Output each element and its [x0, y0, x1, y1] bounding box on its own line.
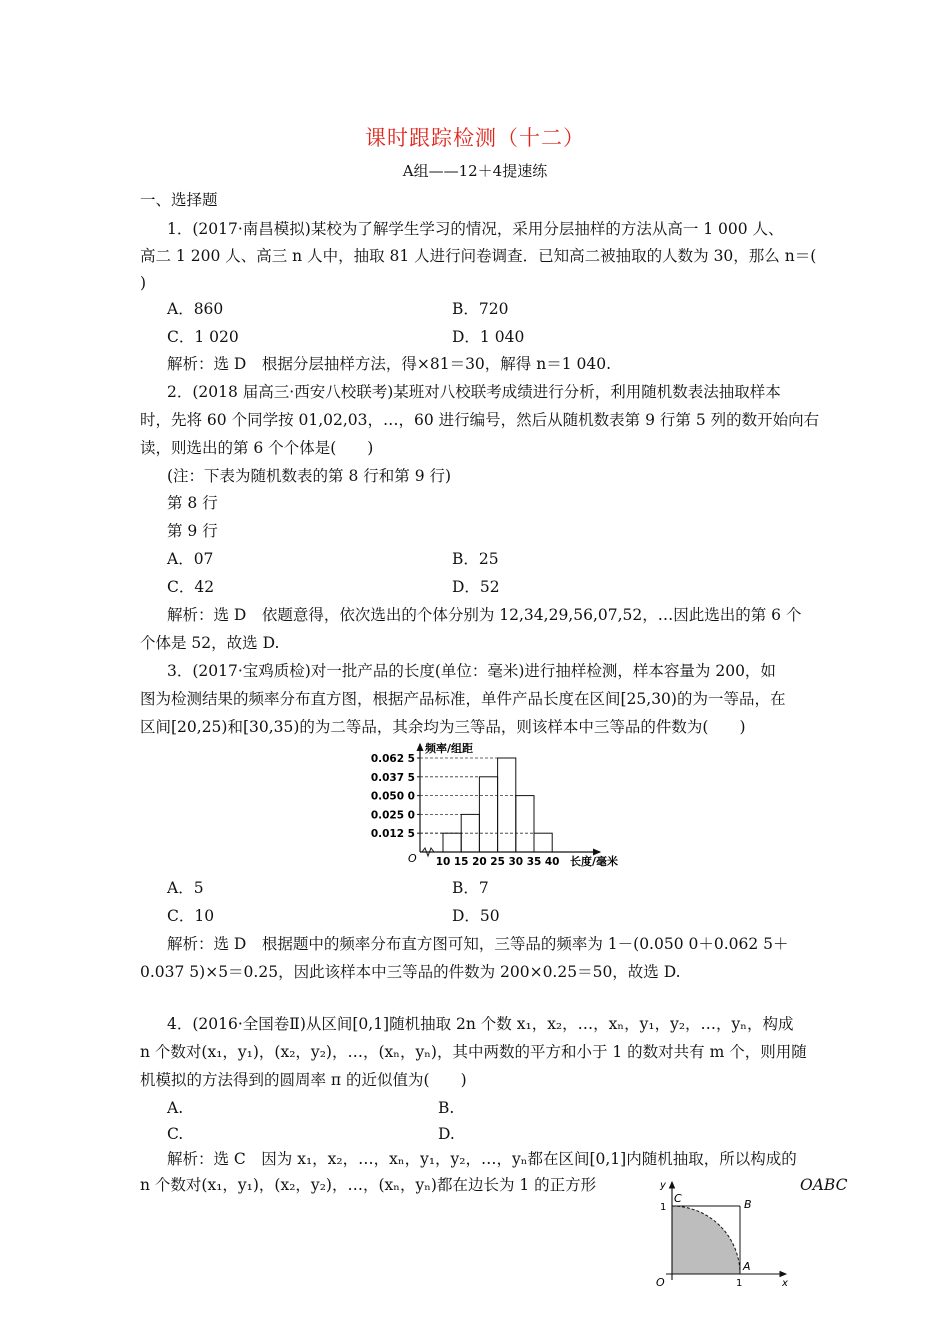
- q2-option-c: C．42: [167, 578, 215, 596]
- histogram-bar: [479, 777, 497, 852]
- q4-option-a: A.: [167, 1099, 184, 1117]
- q3-option-d: D．50: [452, 907, 500, 925]
- histogram-bar: [443, 833, 461, 852]
- q2-note: (注：下表为随机数表的第 8 行和第 9 行): [167, 467, 452, 485]
- x-tick-label: 15: [453, 856, 469, 868]
- q2-option-a: A．07: [167, 550, 214, 568]
- q1-line3: ): [140, 274, 147, 292]
- y-axis-label: 频率/组距: [425, 742, 474, 755]
- fig-label-o: O: [656, 1276, 665, 1289]
- q1-option-d: D．1 040: [452, 328, 525, 346]
- q4-option-c: C.: [167, 1125, 184, 1143]
- fig-label-one-y: 1: [660, 1202, 667, 1213]
- q1-line1: 1．(2017·南昌模拟)某校为了解学生学习的情况，采用分层抽样的方法从高一 1 000 人、: [167, 220, 784, 238]
- x-tick-label: 30: [508, 856, 524, 868]
- q3-line2: 图为检测结果的频率分布直方图，根据产品标准，单件产品长度在区间[25,30)的为一等品，在: [140, 690, 786, 708]
- fig-label-x: x: [782, 1278, 788, 1289]
- x-tick-label: 35: [526, 856, 542, 868]
- x-tick-label: 40: [544, 856, 560, 868]
- y-tick-label: 0.012 5: [370, 828, 415, 841]
- q3-option-b: B．7: [452, 879, 489, 897]
- x-axis-label: 长度/毫米: [570, 855, 619, 868]
- quarter-circle-figure: [640, 1178, 800, 1290]
- q1-line2: 高二 1 200 人、高三 n 人中，抽取 81 人进行问卷调查．已知高二被抽取的人数为 30，那么 n＝(: [140, 247, 817, 265]
- y-tick-label: 0.025 0: [370, 809, 415, 822]
- q2-option-d: D．52: [452, 578, 500, 596]
- q3-line3: 区间[20,25)和[30,35)的为二等品，其余均为三等品，则该样本中三等品的件数为( ): [140, 718, 746, 736]
- fig-label-one-x: 1: [736, 1278, 743, 1289]
- q2-row8: 第 8 行: [167, 494, 218, 512]
- histogram-bar: [534, 833, 552, 852]
- q4-answer-line1: 解析：选 C 因为 x₁，x₂，…，xₙ，y₁，y₂，…，yₙ都在区间[0,1]内随机抽取，所以构成的: [167, 1150, 797, 1168]
- q3-option-c: C．10: [167, 907, 215, 925]
- q2-row9: 第 9 行: [167, 522, 218, 540]
- q1-option-c: C．1 020: [167, 328, 239, 346]
- fig-label-b: B: [744, 1198, 752, 1211]
- q2-line1: 2．(2018 届高三·西安八校联考)某班对八校联考成绩进行分析，利用随机数表法抽取样本: [167, 383, 781, 401]
- shaded-quarter-disk: [672, 1206, 740, 1274]
- q4-answer-tail: OABC: [800, 1176, 848, 1194]
- q3-option-a: A．5: [167, 879, 204, 897]
- histogram-bar: [516, 796, 534, 852]
- page-title: 课时跟踪检测（十二）: [365, 126, 585, 150]
- fig-label-y: y: [660, 1180, 666, 1191]
- x-tick-label: 10: [435, 856, 451, 868]
- q4-line3: 机模拟的方法得到的圆周率 π 的近似值为( ): [140, 1071, 467, 1089]
- q4-option-d: D.: [438, 1125, 455, 1143]
- q3-answer-line1: 解析：选 D 根据题中的频率分布直方图可知，三等品的频率为 1－(0.050 0＋0.062 5＋: [167, 935, 789, 953]
- x-tick-label: 20: [472, 856, 487, 868]
- histogram-bar: [498, 758, 516, 852]
- page-subtitle: A组——12＋4提速练: [402, 162, 548, 180]
- frequency-histogram: [360, 738, 660, 868]
- x-tick-label: 25: [490, 856, 505, 868]
- y-tick-label: 0.037 5: [370, 771, 415, 784]
- q2-answer-line1: 解析：选 D 依题意得，依次选出的个体分别为 12,34,29,56,07,52，…因此选出的第 6 个: [167, 606, 802, 624]
- section-heading: 一、选择题: [140, 191, 218, 209]
- y-tick-label: 0.050 0: [370, 790, 415, 803]
- q3-answer-line2: 0.037 5)×5＝0.25，因此该样本中三等品的件数为 200×0.25＝50，故选 D.: [140, 963, 681, 981]
- q4-option-b: B.: [438, 1099, 455, 1117]
- q4-line1: 4．(2016·全国卷Ⅱ)从区间[0,1]随机抽取 2n 个数 x₁，x₂，…，xₙ，y₁，y₂，…，yₙ，构成: [167, 1015, 794, 1033]
- q4-answer-line2: n 个数对(x₁，y₁)，(x₂，y₂)，…，(xₙ，yₙ)都在边长为 1 的正方形: [140, 1176, 597, 1194]
- q1-option-a: A．860: [167, 300, 224, 318]
- origin-label: O: [408, 852, 417, 865]
- q4-line2: n 个数对(x₁，y₁)，(x₂，y₂)，…，(xₙ，yₙ)，其中两数的平方和小于 1 的数对共有 m 个，则用随: [140, 1043, 807, 1061]
- q1-answer: 解析：选 D 根据分层抽样方法，得×81＝30，解得 n＝1 040.: [167, 355, 611, 373]
- q2-option-b: B．25: [452, 550, 499, 568]
- q3-line1: 3．(2017·宝鸡质检)对一批产品的长度(单位：毫米)进行抽样检测，样本容量为 200，如: [167, 662, 776, 680]
- q2-line2: 时，先将 60 个同学按 01,02,03，…，60 进行编号，然后从随机数表第 9 行第 5 列的数开始向右: [140, 411, 820, 429]
- q1-option-b: B．720: [452, 300, 509, 318]
- q2-answer-line2: 个体是 52，故选 D.: [140, 634, 280, 652]
- y-tick-label: 0.062 5: [370, 753, 415, 765]
- fig-label-c: C: [674, 1192, 682, 1205]
- fig-label-a: A: [743, 1260, 751, 1273]
- q2-line3: 读，则选出的第 6 个个体是( ): [140, 439, 374, 457]
